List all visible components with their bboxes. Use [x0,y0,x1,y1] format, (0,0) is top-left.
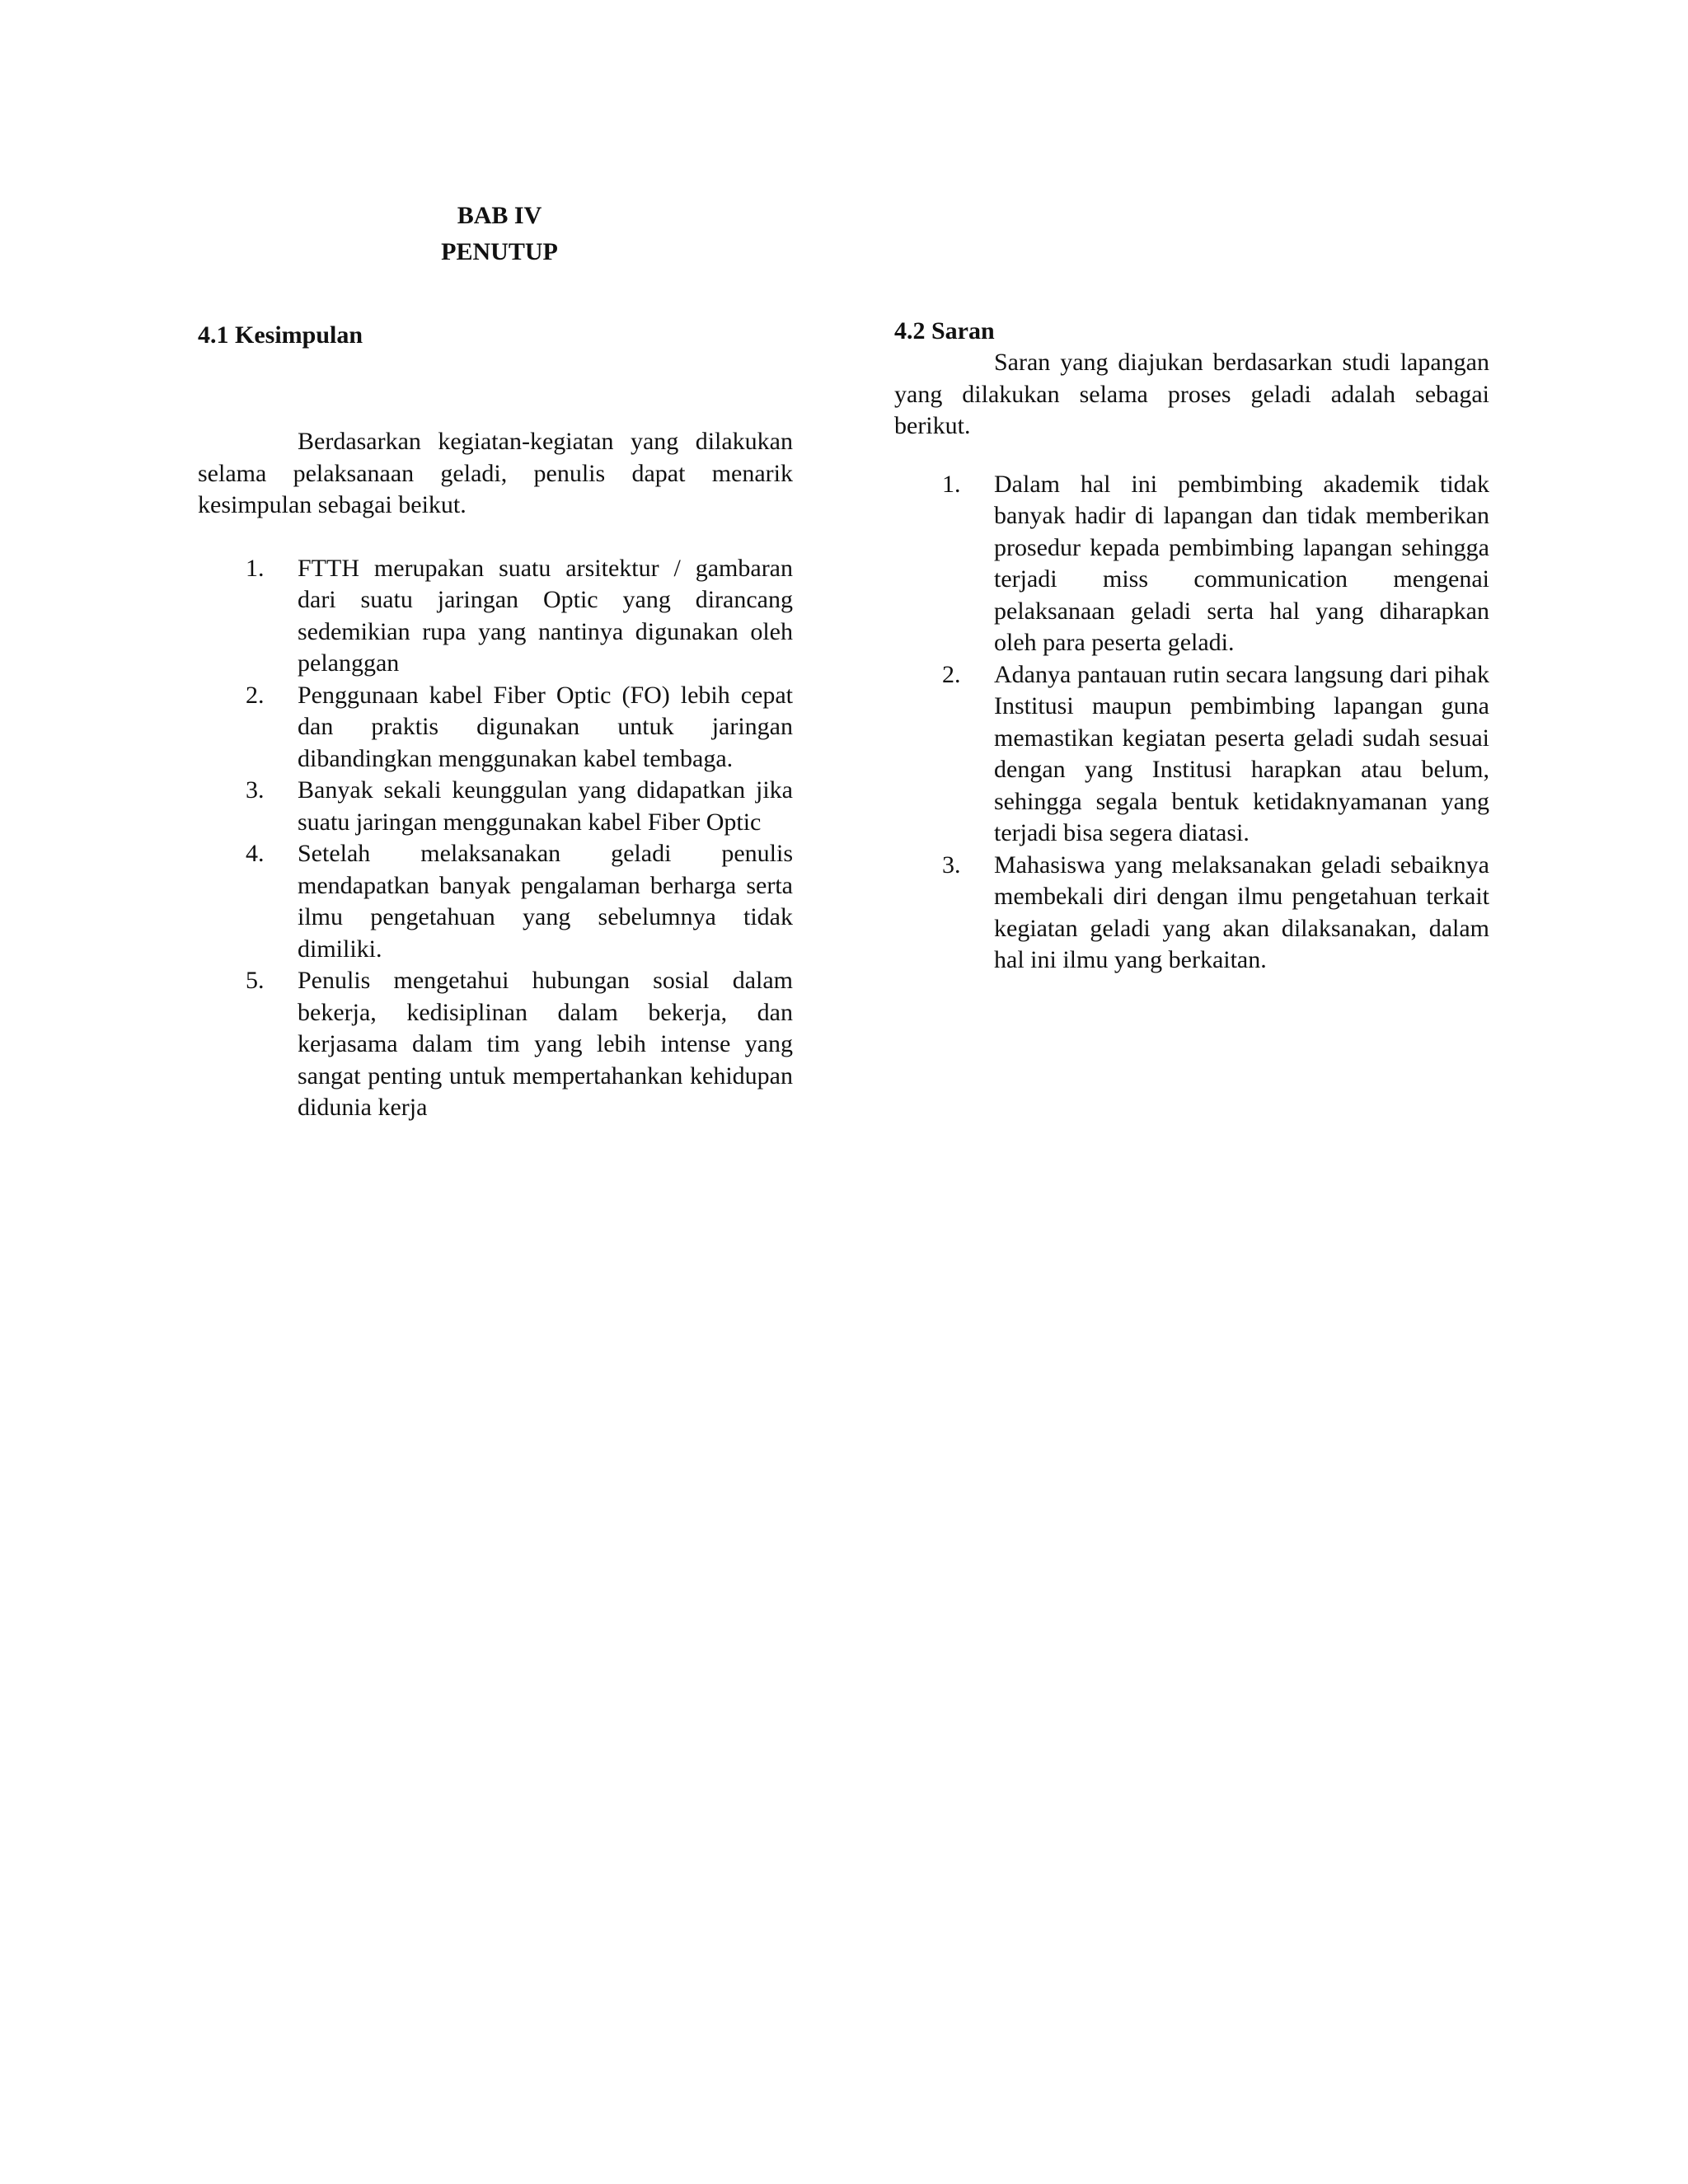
list-item [198,553,793,680]
list-item-number: 3. [246,776,265,804]
list-item [894,850,1489,977]
list-item-number: 2. [942,660,961,688]
list-item-text: Banyak sekali keunggulan yang didapatkan jika suatu jaringan menggunakan kabel Fiber Optic [298,776,793,836]
kesimpulan-section [198,320,793,1124]
list-item-number: 4. [246,840,265,867]
saran-intro: Saran yang diajukan berdasarkan studi lapangan yang dilakukan selama proses geladi adalah sebagai berikut. [894,349,1489,439]
saran-title: 4.2 Saran [894,317,995,344]
list-item [198,775,793,838]
saran-list [894,469,1489,977]
list-item-number: 5. [246,967,265,994]
chapter-title: PENUTUP [441,238,558,265]
list-item-text: Dalam hal ini pembimbing akademik tidak banyak hadir di lapangan dan tidak memberikan prosedur kepada pembimbing lapangan sehingga terjadi miss communication mengenai pelaksanaan geladi serta hal yang diharapkan oleh para peserta geladi. [994,470,1489,656]
list-item-number: 1. [942,470,961,498]
list-item-text: Penulis mengetahui hubungan sosial dalam bekerja, kedisiplinan dalam bekerja, dan kerjasama dalam tim yang lebih intense yang sangat penting untuk mempertahankan kehidupan didunia kerja [298,967,793,1121]
list-item-number: 1. [246,554,265,582]
list-item [894,469,1489,659]
saran-section [894,316,1489,977]
chapter-number: BAB IV [457,202,542,229]
kesimpulan-title: 4.1 Kesimpulan [198,321,363,349]
list-item-number: 3. [942,851,961,879]
list-item-number: 2. [246,681,265,709]
kesimpulan-list [198,553,793,1124]
list-item-text: Penggunaan kabel Fiber Optic (FO) lebih cepat dan praktis digunakan untuk jaringan dibandingkan menggunakan kabel tembaga. [298,681,793,772]
list-item [894,659,1489,850]
list-item [198,965,793,1124]
list-item [198,680,793,776]
list-item-text: Adanya pantauan rutin secara langsung dari pihak Institusi maupun pembimbing lapangan guna memastikan kegiatan peserta geladi sudah sesuai dengan yang Institusi harapkan atau belum, sehingga segala bentuk ketidaknyamanan yang terjadi bisa segera diatasi. [994,660,1489,846]
list-item [198,838,793,965]
list-item-text: Mahasiswa yang melaksanakan geladi sebaiknya membekali diri dengan ilmu pengetahuan terkait kegiatan geladi yang akan dilaksanakan, dalam hal ini ilmu yang berkaitan. [994,851,1489,973]
list-item-text: Setelah melaksanakan geladi penulis mendapatkan banyak pengalaman berharga serta ilmu pengetahuan yang sebelumnya tidak dimiliki. [298,840,793,963]
list-item-text: FTTH merupakan suatu arsitektur / gambaran dari suatu jaringan Optic yang dirancang sedemikian rupa yang nantinya digunakan oleh pelanggan [298,554,793,677]
chapter-heading [198,198,801,270]
kesimpulan-intro: Berdasarkan kegiatan-kegiatan yang dilakukan selama pelaksanaan geladi, penulis dapat menarik kesimpulan sebagai beikut. [198,428,793,518]
